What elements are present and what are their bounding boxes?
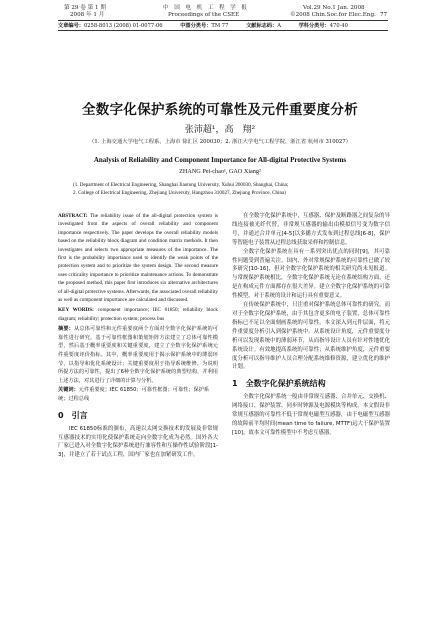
keywords-cn-label: 关键词： <box>58 387 79 394</box>
affiliation-en-line: 2. College of Electrical Engineering, Zhejiang University, Hangzhou 310027, Zhejiang Province, China) <box>73 189 286 196</box>
keywords-cn <box>58 386 218 403</box>
title-cn: 全数字化保护系统的可靠性及元件重要度分析 <box>82 102 358 118</box>
abstract-cn-label: 摘要： <box>58 326 75 333</box>
abstract-en <box>58 212 218 304</box>
title-en: Analysis of Reliability and Component Importance for All-digital Protective Systems <box>93 156 347 164</box>
right-column <box>232 212 390 438</box>
page-number: 77 <box>380 12 388 18</box>
volume-en: Vol.29 No.1 Jan. 2008 <box>303 5 365 11</box>
keywords-cn-text: 元件重要度；IEC 61850；可靠性框图；可靠性；保护系统；过程总线 <box>58 387 210 403</box>
authors-en: ZHANG Pei-chao¹, GAO Xiang² <box>179 168 261 175</box>
abstract-cn <box>58 325 218 385</box>
article-no: 文章编号：0258-8013 (2008) 01-0077-06 <box>58 23 163 29</box>
body-paragraph: 全数字化保护系统在具有一系列突出优点的同时[9]，其可靠性问题受到普遍关注。国内、外对常规保护系统的可靠性已做了较多研究[10-16]，但对全数字化保护系统的相关研究尚未见报道。与常规保护系统相比，全数字化保护系统无论在系统结构方面，还是在构成元件方面都存在很大差异。建立全数字化保护系统的可靠性模型，对于系统的设计和运行具有重要意义。 <box>232 248 390 300</box>
doc-code: 文献标志码：A <box>246 23 281 29</box>
body-paragraph: 在传统保护系统中，只注重对保护系统总体可靠性的研究，而对于全数字化保护系统，由于其包含更多的电子装置，总体可靠性指标已不足以全面刻画系统的可靠性。本文深入到元件层面，将元件重要度分析引入到保护系统中。从系统设计角度，元件重要度分析可以发现系统中的薄弱环节，从而指导设计人员有针对性地优化系统设计。有效地提高系统的可靠性；从系统维护角度，元件重要度分析可以指导维护人员合理分配系统维修资源，建立优化的维护计划。 <box>232 302 390 371</box>
volume-cn: 第 29 卷 第 1 期 <box>64 5 106 11</box>
body-paragraph: 在全数字化保护系统中，互感器、保护及断路器之间复杂的导线连接被光纤代替，非常规互感器的输出由模拟信号变为数字信号，并通过合并单元[4-5]以多播方式发布到过程总线[6-8]，保护等智能电子装置从过程总线获取采样和控制信息。 <box>232 213 390 246</box>
authors-cn: 张沛超¹，高 翔² <box>184 125 256 135</box>
left-column <box>58 212 218 460</box>
section-paragraph: IEC 61850标准的颁布，高速以太网交换技术的发展及非常规互感器技术的实用化使保护系统走向全数字化成为必然。国外各大厂家已进入对全数字化保护系统进行兼容性和互操作性试验阶段[1-3]，并建立了若干试点工程，国内厂家也在加紧研发工作。 <box>58 425 218 459</box>
abstract-text: The reliability issue of the all-digital protection system is investigated from the aspects of overall reliability and component importance respectively. The paper develops the overall reliability models based on the reliability block diagram and condition matrix methods. It then investigates and selects two appropriate measures of the importance. The first is the probability importance used to identify the weak points of the protection system and to prioritize the system design. The second measure uses criticality importance to prioritize maintenance actions. To demonstrate the proposed method, this paper first introduces six alternative architectures of all-digital protective systems. Afterwards, the associated overall reliability as well as component importance are calculated and discussed. <box>58 213 218 304</box>
affiliation-cn: （1. 上海交通大学电气工程系，上海市 徐汇区 200030；2. 浙江大学电气工程学院，浙江省 杭州市 310027） <box>89 139 351 145</box>
clc-no: 中图分类号：TM 77 <box>180 23 229 29</box>
subject-code: 学科分类号：470·40 <box>298 23 348 29</box>
keywords-text: component importance; IEC 61850; reliability block diagram; reliability; protection system; process bus <box>58 307 218 322</box>
meta-rule <box>58 30 388 31</box>
body-paragraph: 全数字化保护系统一般由非常规互感器、合并单元、交换机、网络接口、保护装置、同步时钟源及电源模块等构成。本文假设非常规互感器的可靠性不低于常规电磁型互感器，由于电磁型互感器的故障前平均时间(mean time to failure, MTTF)远大于保护装置[10]，故本文可靠性模型中不考虑互感器。 <box>232 394 390 436</box>
affiliation-en-line: (1. Department of Electrical Engineering, Shanghai Jiaotong University, Xuhui 200030, Shanghai, China; <box>73 182 289 188</box>
journal-name-cn: 中 国 电 机 工 程 学 报 <box>163 5 247 11</box>
abstract-label: ABSTRACT: <box>58 213 88 219</box>
keywords-label: KEY WORDS: <box>58 307 94 314</box>
journal-name-en: Proceedings of the CSEE <box>168 12 240 18</box>
keywords-en <box>58 306 218 323</box>
affiliation-en <box>73 182 373 198</box>
header-rule <box>58 20 388 21</box>
copyright: ©2008 Chin.Soc.for Elec.Eng. <box>290 12 376 18</box>
section-heading: 0 引言 <box>58 410 88 420</box>
section-heading: 1 全数字化保护系统结构 <box>232 379 326 389</box>
date-cn: 2008 年 1 月 <box>70 12 105 18</box>
article-meta <box>58 22 388 29</box>
abstract-cn-text: 从总体可靠性和元件重要度两个方面对全数字化保护系统的可靠性进行研究。基于可靠性框图和策划矩阵方法建立了总体可靠性模型，然后基于概率重要度和关键重要度，建立了全数字化保护系统元件重要度评价指标。其中，概率重要度用于揭示保护系统中的薄弱环节，以指导和优化系统设计；关键重要度用于指导系统维修。为说明所提方法的可靠性，提出了6种全数字化保护系统的典型结构，并利用上述方法，对其进行了详细的计算与分析。 <box>58 326 218 384</box>
